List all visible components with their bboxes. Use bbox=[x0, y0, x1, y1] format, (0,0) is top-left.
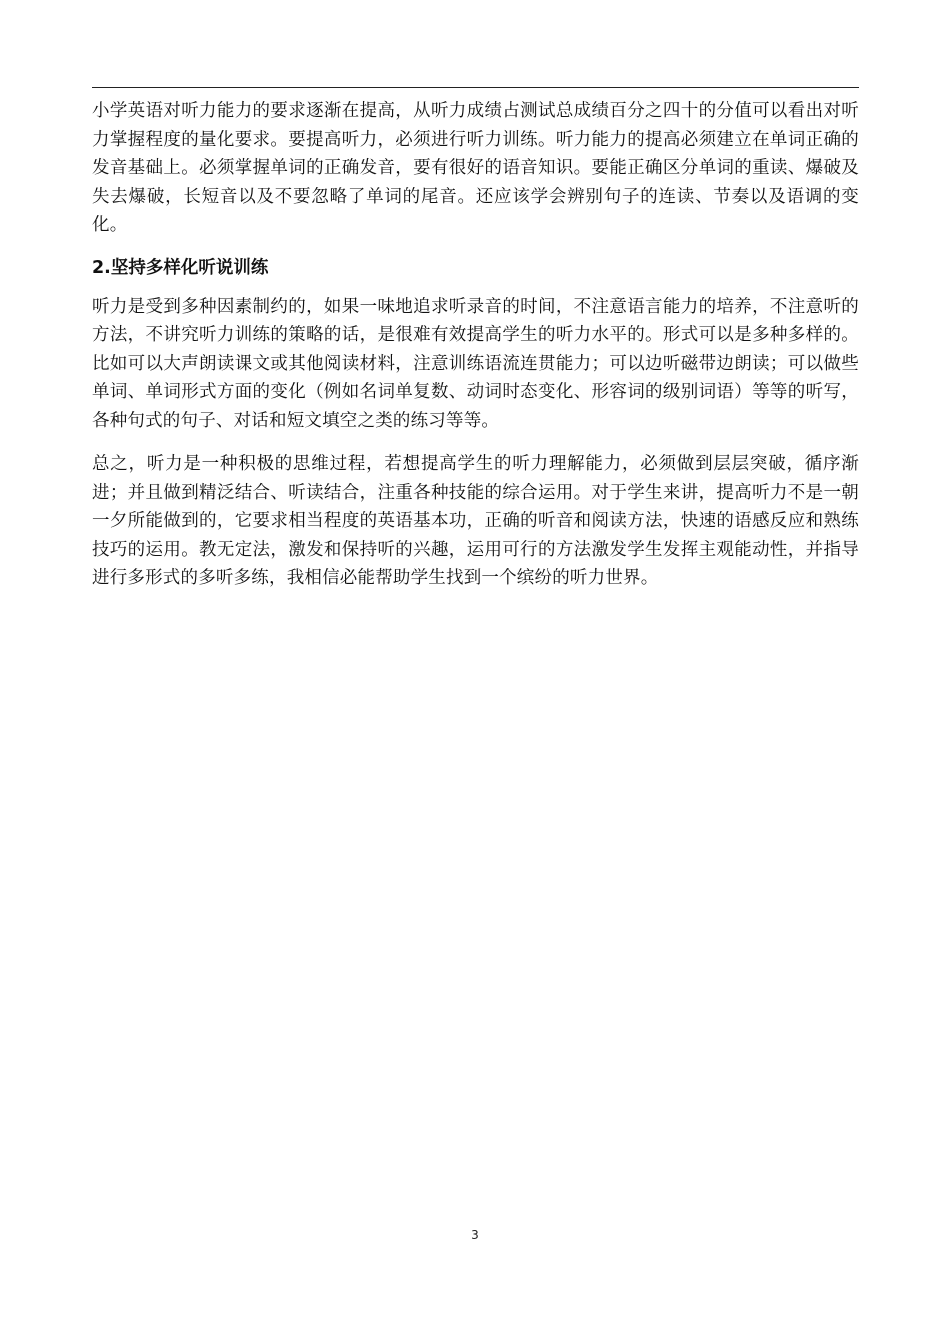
paragraph-pronunciation: 小学英语对听力能力的要求逐渐在提高，从听力成绩占测试总成绩百分之四十的分值可以看出对听力掌握程度的量化要求。要提高听力，必须进行听力训练。听力能力的提高必须建立在单词正确的发音基础上。必须掌握单词的正确发音，要有很好的语音知识。要能正确区分单词的重读、爆破及失去爆破，长短音以及不要忽略了单词的尾音。还应该学会辨别句子的连读、节奏以及语调的变化。 bbox=[92, 101, 859, 235]
section-heading: 2.坚持多样化听说训练 bbox=[92, 257, 269, 278]
header-rule bbox=[92, 87, 859, 88]
paragraph-listening-training: 听力是受到多种因素制约的，如果一味地追求听录音的时间，不注意语言能力的培养，不注意听的方法，不讲究听力训练的策略的话，是很难有效提高学生的听力水平的。形式可以是多种多样的。比如可以大声朗读课文或其他阅读材料，注意训练语流连贯能力；可以边听磁带边朗读；可以做些单词、单词形式方面的变化（例如名词单复数、动词时态变化、形容词的级别词语）等等的听写，各种句式的句子、对话和短文填空之类的练习等等。 bbox=[92, 296, 859, 431]
paragraph-conclusion: 总之，听力是一种积极的思维过程，若想提高学生的听力理解能力，必须做到层层突破，循序渐进；并且做到精泛结合、听读结合，注重各种技能的综合运用。对于学生来讲，提高听力不是一朝一夕所能做到的，它要求相当程度的英语基本功，正确的听音和阅读方法，快速的语感反应和熟练技巧的运用。教无定法，激发和保持听的兴趣，运用可行的方法激发学生发挥主观能动性，并指导进行多形式的多听多练，我相信必能帮助学生找到一个缤纷的听力世界。 bbox=[92, 454, 859, 588]
page-number: 3 bbox=[471, 1228, 479, 1242]
document-body bbox=[92, 97, 859, 608]
